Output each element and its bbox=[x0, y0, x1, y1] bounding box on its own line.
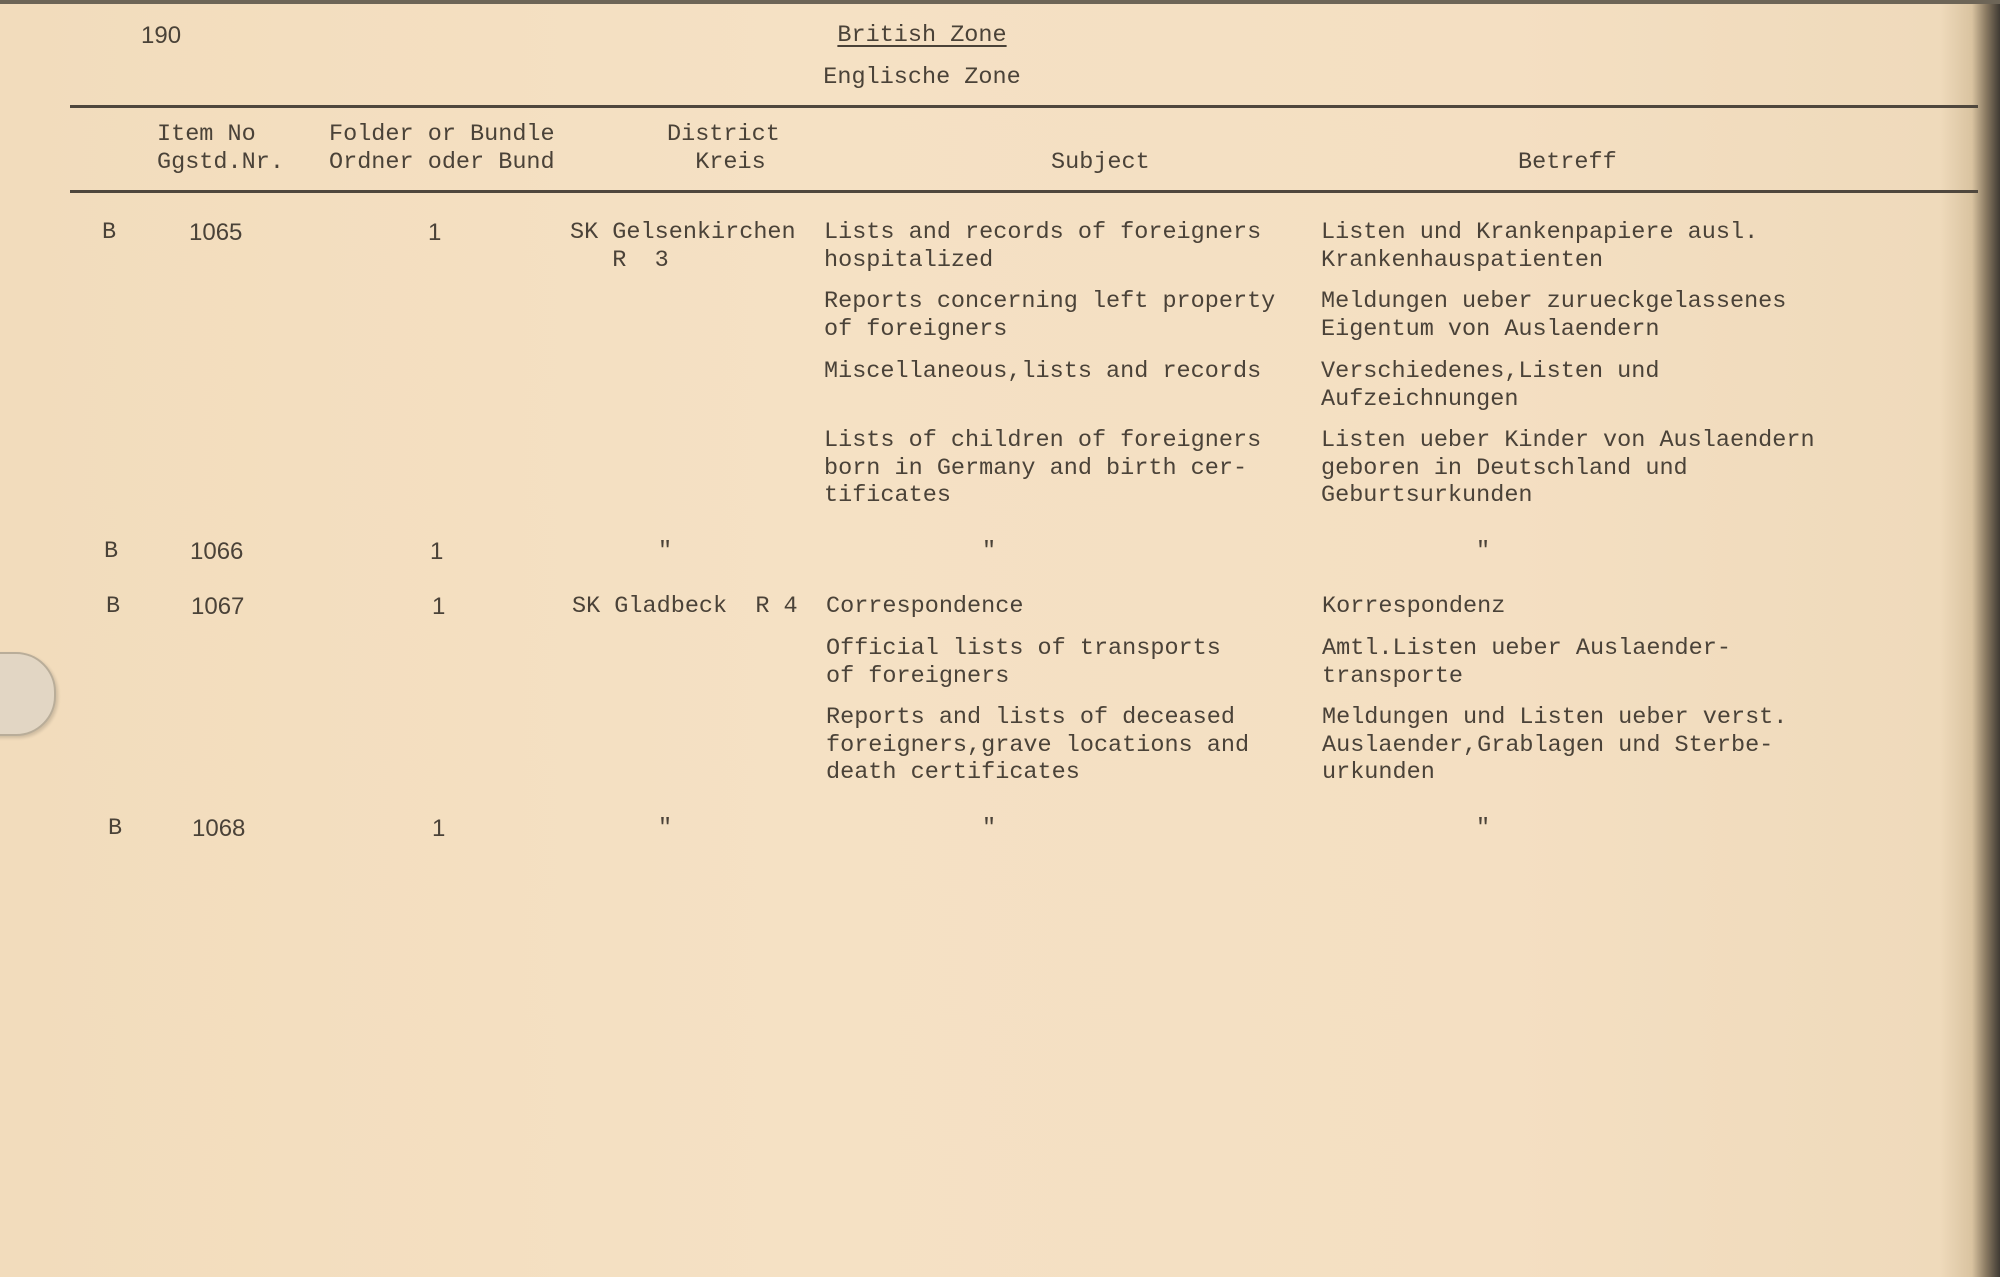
subject: Official lists of transports of foreigners bbox=[826, 635, 1221, 690]
header-subject: Subject bbox=[1051, 149, 1150, 176]
subject: Correspondence bbox=[826, 593, 1024, 620]
betreff: Meldungen und Listen ueber verst. Auslaender,Grablagen und Sterbe- urkunden bbox=[1322, 704, 1788, 786]
betreff: Amtl.Listen ueber Auslaender- transporte bbox=[1322, 635, 1731, 690]
item-number: 1067 bbox=[191, 593, 245, 620]
scan-edge bbox=[0, 0, 2000, 4]
betreff: Listen ueber Kinder von Auslaendern geboren in Deutschland und Geburtsurkunden bbox=[1321, 427, 1815, 509]
folder-number: 1 bbox=[432, 593, 446, 620]
district: SK Gelsenkirchen R 3 bbox=[570, 219, 796, 274]
subject: Reports concerning left property of foreigners bbox=[824, 288, 1276, 343]
page-title: British Zone bbox=[837, 22, 1007, 49]
subject-ditto: " bbox=[982, 538, 997, 565]
betreff: Listen und Krankenpapiere ausl. Krankenhauspatienten bbox=[1321, 219, 1759, 274]
betreff-ditto: " bbox=[1476, 815, 1491, 842]
row-prefix: B bbox=[106, 593, 121, 620]
page-number: 190 bbox=[141, 22, 182, 49]
folder-number: 1 bbox=[432, 815, 446, 842]
betreff: Korrespondenz bbox=[1322, 593, 1506, 620]
subject: Miscellaneous,lists and records bbox=[824, 358, 1262, 385]
district-ditto: " bbox=[658, 815, 673, 842]
district: SK Gladbeck R 4 bbox=[572, 593, 798, 620]
subject-ditto: " bbox=[982, 815, 997, 842]
header-rule-top bbox=[70, 105, 1978, 108]
betreff: Meldungen ueber zurueckgelassenes Eigentum von Auslaendern bbox=[1321, 288, 1787, 343]
folder-number: 1 bbox=[430, 538, 444, 565]
subject: Reports and lists of deceased foreigners,grave locations and death certificates bbox=[826, 704, 1250, 786]
row-prefix: B bbox=[102, 219, 117, 246]
betreff-ditto: " bbox=[1476, 538, 1491, 565]
item-number: 1065 bbox=[189, 219, 243, 246]
binder-tab bbox=[0, 652, 56, 736]
item-number: 1066 bbox=[190, 538, 244, 565]
header-betreff: Betreff bbox=[1518, 149, 1617, 176]
header-district: District Kreis bbox=[667, 121, 780, 176]
header-item-no: Item No Ggstd.Nr. bbox=[157, 121, 284, 176]
row-prefix: B bbox=[108, 815, 123, 842]
page-subtitle: Englische Zone bbox=[823, 64, 1021, 91]
subject: Lists of children of foreigners born in Germany and birth cer- tificates bbox=[824, 427, 1262, 509]
header-folder: Folder or Bundle Ordner oder Bund bbox=[329, 121, 555, 176]
item-number: 1068 bbox=[192, 815, 246, 842]
subject: Lists and records of foreigners hospitalized bbox=[824, 219, 1262, 274]
folder-number: 1 bbox=[428, 219, 442, 246]
betreff: Verschiedenes,Listen und Aufzeichnungen bbox=[1321, 358, 1660, 413]
row-prefix: B bbox=[104, 538, 119, 565]
district-ditto: " bbox=[658, 538, 673, 565]
header-rule-bottom bbox=[70, 190, 1978, 193]
